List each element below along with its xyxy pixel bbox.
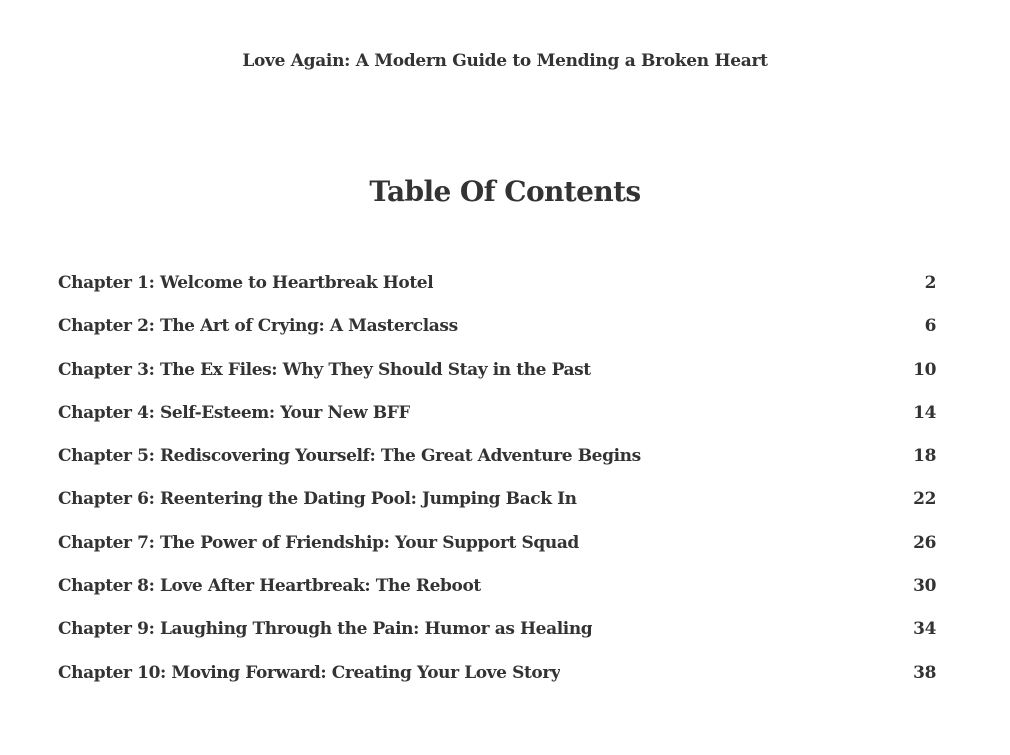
toc-entry-page: 38	[913, 662, 936, 683]
toc-entry-title: Chapter 9: Laughing Through the Pain: Humor as Healing	[58, 619, 593, 640]
toc-entry-title: Chapter 5: Rediscovering Yourself: The Great Adventure Begins	[58, 446, 641, 467]
toc-entry	[58, 305, 936, 348]
toc-entry-page: 6	[924, 316, 936, 337]
toc-entry-title: Chapter 3: The Ex Files: Why They Should Stay in the Past	[58, 359, 591, 380]
toc-entry	[58, 565, 936, 608]
toc-entry-page: 14	[913, 402, 936, 423]
toc-entry-page: 26	[913, 532, 936, 553]
toc-entry-title: Chapter 8: Love After Heartbreak: The Reboot	[58, 576, 481, 597]
book-title: Love Again: A Modern Guide to Mending a Broken Heart	[242, 51, 768, 71]
toc-entry	[58, 262, 936, 305]
toc-entry	[58, 349, 936, 392]
toc-entry	[58, 478, 936, 521]
toc-entry-page: 18	[913, 446, 936, 467]
toc-entry-title: Chapter 4: Self-Esteem: Your New BFF	[58, 402, 411, 423]
toc-entry-title: Chapter 10: Moving Forward: Creating Your Love Story	[58, 662, 561, 683]
toc-entry-page: 10	[913, 359, 936, 380]
toc-entry	[58, 608, 936, 651]
toc-entry	[58, 392, 936, 435]
toc-heading: Table Of Contents	[369, 175, 641, 208]
toc-entry-page: 22	[913, 489, 936, 510]
toc-entry-title: Chapter 6: Reentering the Dating Pool: Jumping Back In	[58, 489, 577, 510]
toc-entry	[58, 435, 936, 478]
toc-entry-title: Chapter 1: Welcome to Heartbreak Hotel	[58, 273, 434, 293]
toc-entry	[58, 652, 936, 695]
toc-entry-title: Chapter 7: The Power of Friendship: Your Support Squad	[58, 532, 579, 553]
toc-entry-page: 2	[924, 273, 936, 293]
toc-list	[58, 262, 936, 695]
toc-entry	[58, 522, 936, 565]
toc-entry-page: 34	[913, 619, 936, 640]
toc-entry-title: Chapter 2: The Art of Crying: A Masterclass	[58, 316, 458, 337]
toc-entry-page: 30	[913, 576, 936, 597]
